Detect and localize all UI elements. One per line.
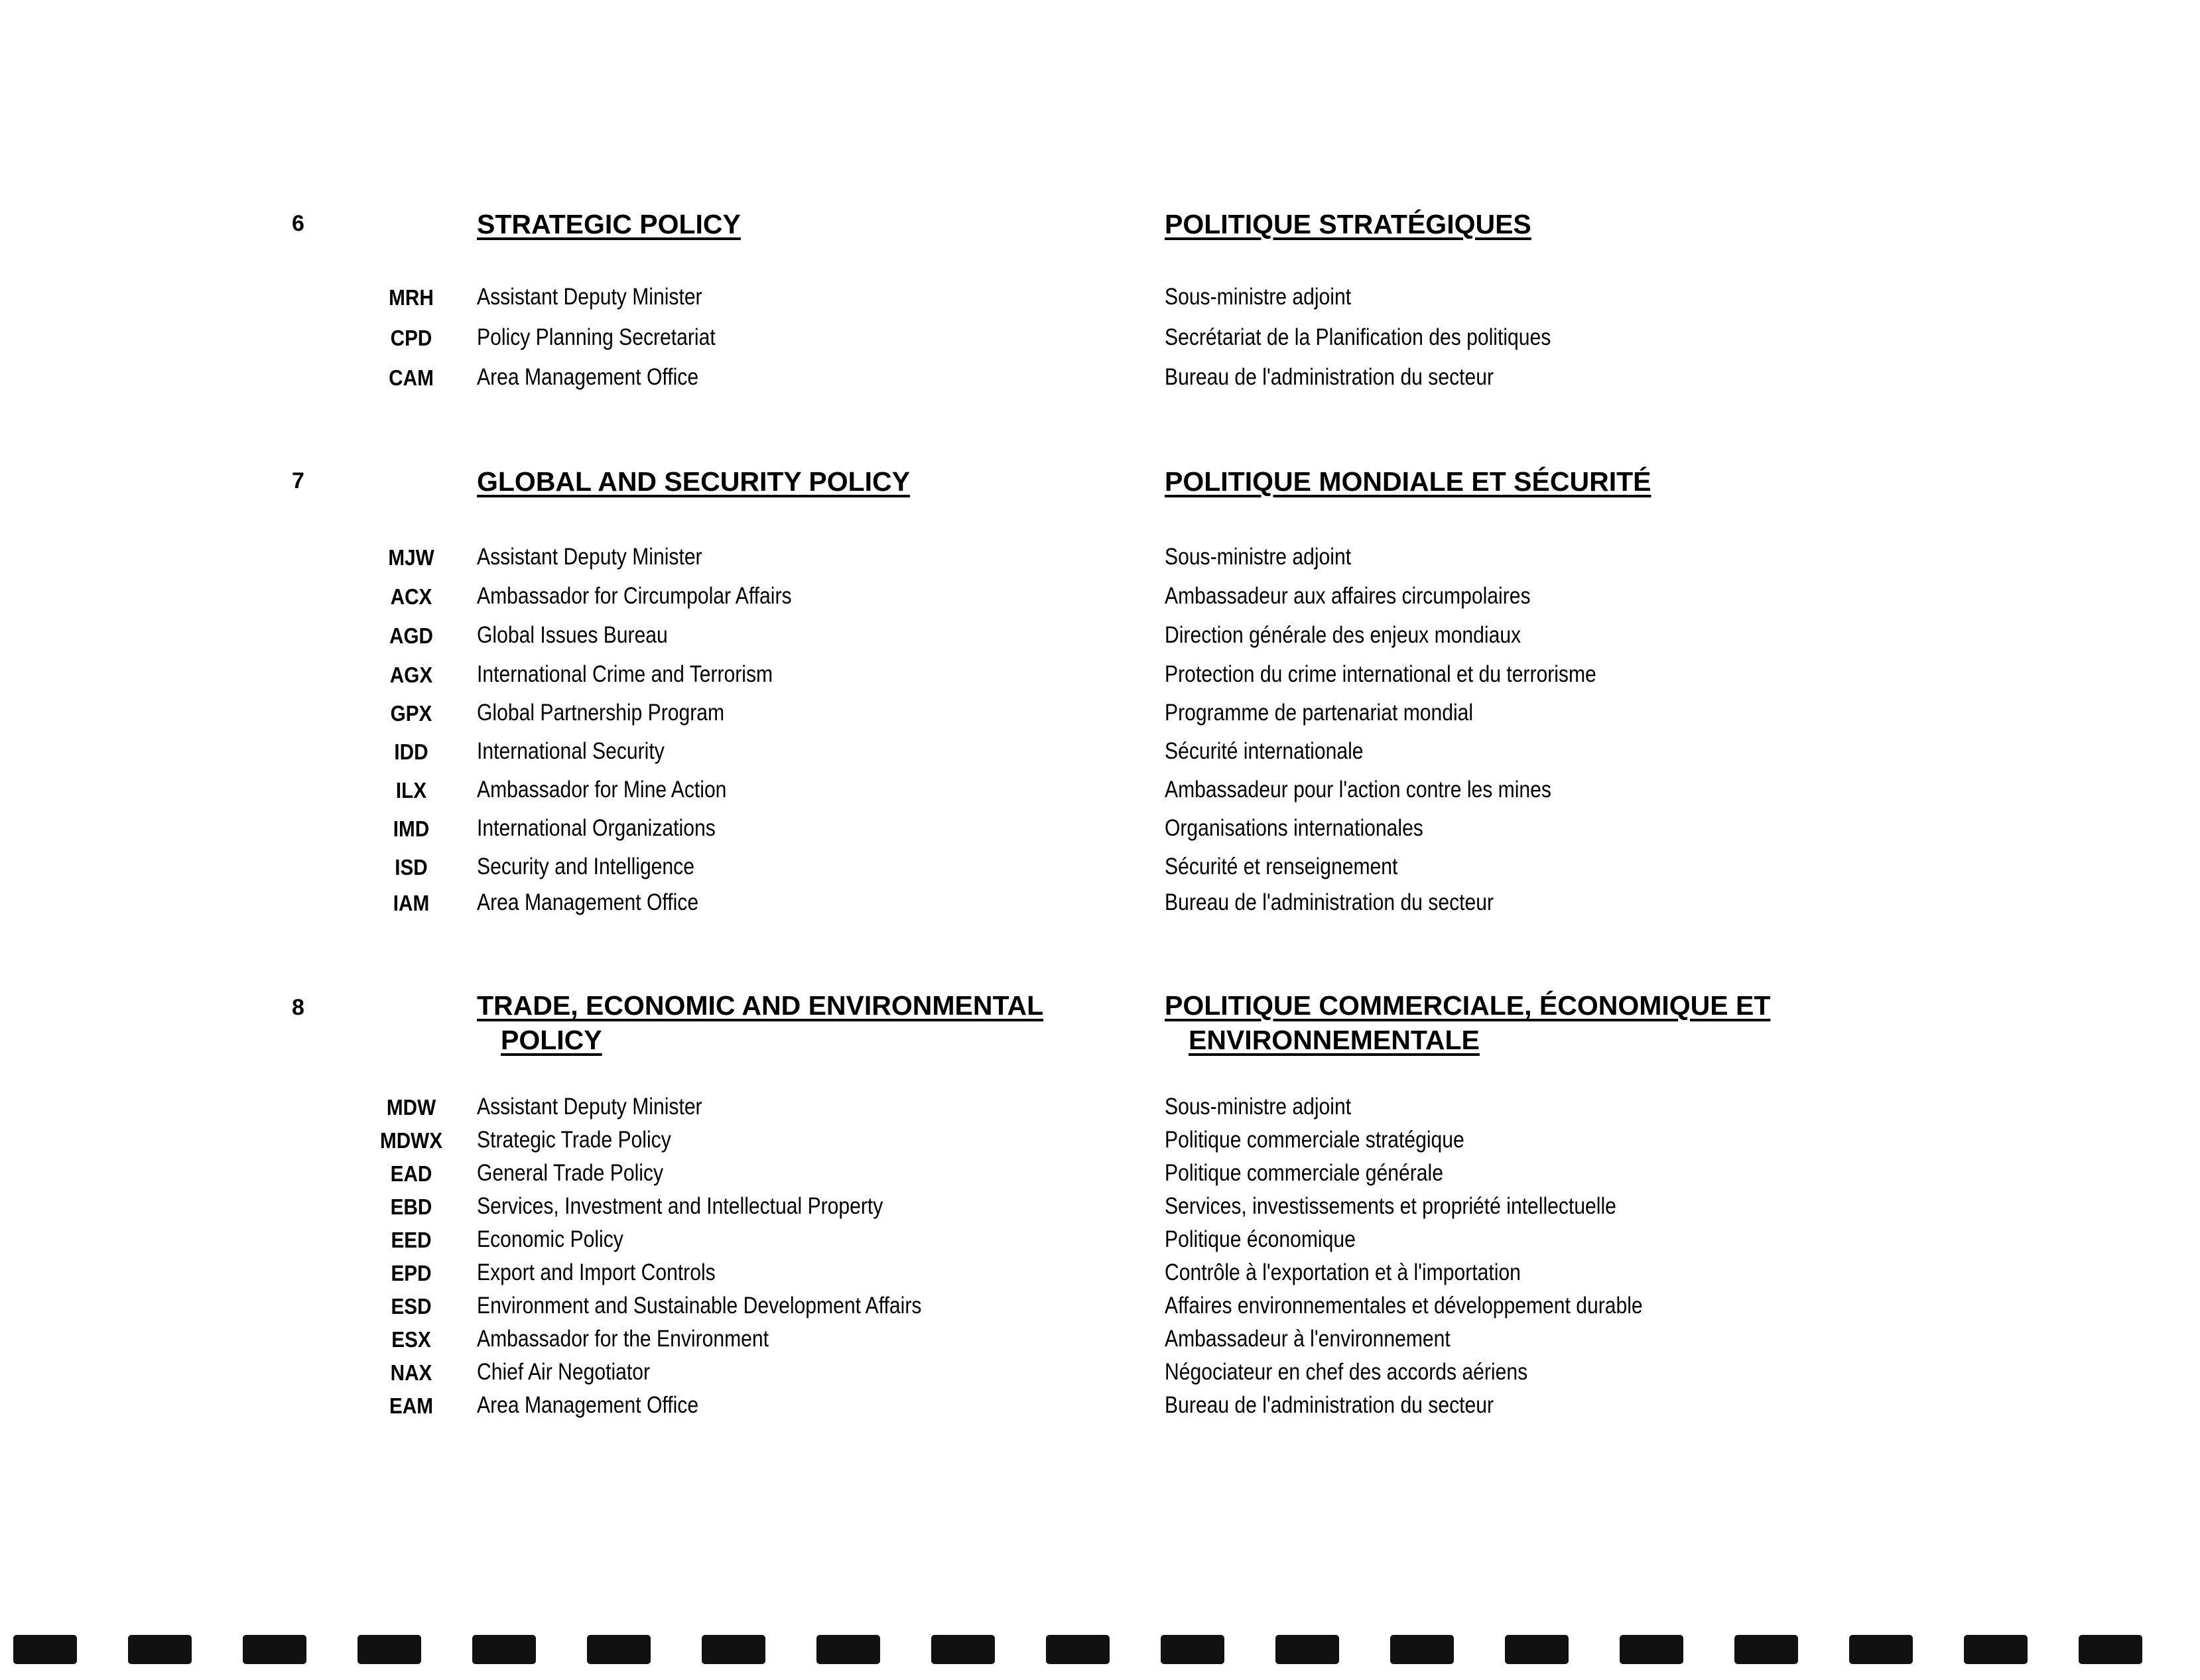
row-code: EED	[391, 1228, 432, 1252]
row-code: AGX	[389, 663, 433, 687]
row-label-en: Ambassador for Circumpolar Affairs	[477, 583, 792, 609]
row-code: EBD	[390, 1195, 432, 1219]
section-title-fr-line2: ENVIRONNEMENTALE	[1189, 1025, 1480, 1055]
row-label-en: General Trade Policy	[477, 1160, 664, 1186]
row-label-fr: Négociateur en chef des accords aériens	[1165, 1359, 1528, 1385]
row-label-fr: Sous-ministre adjoint	[1165, 1094, 1352, 1120]
footer-dash	[1046, 1635, 1110, 1664]
row-label-en: Chief Air Negotiator	[477, 1359, 650, 1385]
row-label-en: Ambassador for Mine Action	[477, 777, 727, 803]
footer-dash	[1620, 1635, 1683, 1664]
footer-dash	[1964, 1635, 2028, 1664]
section-title-fr-line1: POLITIQUE COMMERCIALE, ÉCONOMIQUE ET	[1165, 990, 1771, 1021]
row-label-en: Export and Import Controls	[477, 1260, 716, 1285]
row-label-fr: Bureau de l'administration du secteur	[1165, 889, 1494, 915]
footer-dash	[587, 1635, 651, 1664]
row-code: ACX	[390, 584, 432, 609]
row-label-fr: Ambassadeur aux affaires circumpolaires	[1165, 583, 1531, 609]
row-label-en: Environment and Sustainable Development Affairs	[477, 1293, 922, 1319]
row-label-en: International Security	[477, 738, 665, 764]
row-label-en: Ambassador for the Environment	[477, 1326, 769, 1352]
row-label-en: Area Management Office	[477, 364, 699, 390]
footer-dash	[1161, 1635, 1224, 1664]
footer-dash	[1849, 1635, 1913, 1664]
section-title-fr	[1165, 988, 1770, 1057]
row-label-en: Security and Intelligence	[477, 854, 694, 879]
section-title-en-line2: POLICY	[501, 1025, 602, 1055]
row-label-en: Area Management Office	[477, 889, 699, 915]
row-label-fr: Services, investissements et propriété intellectuelle	[1165, 1193, 1616, 1219]
section-title-en	[477, 988, 1043, 1057]
footer-dash	[702, 1635, 765, 1664]
row-label-en: Strategic Trade Policy	[477, 1127, 671, 1153]
row-code: CPD	[390, 326, 432, 350]
row-code: GPX	[390, 701, 432, 726]
section-number: 7	[292, 468, 304, 493]
row-label-en: Assistant Deputy Minister	[477, 544, 702, 570]
row-code: AGD	[389, 623, 434, 648]
row-label-en: Global Issues Bureau	[477, 622, 668, 648]
row-label-fr: Programme de partenariat mondial	[1165, 700, 1474, 726]
row-code: MRH	[389, 285, 434, 310]
footer-dash	[1275, 1635, 1339, 1664]
row-code: NAX	[390, 1360, 432, 1385]
dashed-footer-border	[0, 1635, 2200, 1675]
footer-dash	[243, 1635, 306, 1664]
section-title-fr: POLITIQUE STRATÉGIQUES	[1165, 209, 1531, 239]
row-label-en: International Crime and Terrorism	[477, 661, 773, 687]
row-label-fr: Organisations internationales	[1165, 815, 1423, 841]
row-label-fr: Politique économique	[1165, 1226, 1356, 1252]
row-code: MJW	[388, 545, 434, 570]
row-code: IDD	[394, 740, 428, 764]
row-label-en: Economic Policy	[477, 1226, 623, 1252]
footer-dash	[2079, 1635, 2142, 1664]
row-code: IAM	[393, 891, 430, 915]
row-code: IMD	[393, 816, 430, 841]
row-label-fr: Bureau de l'administration du secteur	[1165, 1392, 1494, 1418]
footer-dash	[1505, 1635, 1569, 1664]
section-title-en-line1: TRADE, ECONOMIC AND ENVIRONMENTAL	[477, 990, 1044, 1021]
row-label-en: International Organizations	[477, 815, 716, 841]
row-label-fr: Bureau de l'administration du secteur	[1165, 364, 1494, 390]
footer-dash	[931, 1635, 995, 1664]
row-label-en: Area Management Office	[477, 1392, 699, 1418]
footer-dash	[1390, 1635, 1454, 1664]
row-label-fr: Politique commerciale stratégique	[1165, 1127, 1464, 1153]
row-label-fr: Contrôle à l'exportation et à l'importation	[1165, 1260, 1521, 1285]
row-code: ESD	[391, 1294, 432, 1319]
row-label-fr: Politique commerciale générale	[1165, 1160, 1443, 1186]
row-label-fr: Ambassadeur à l'environnement	[1165, 1326, 1451, 1352]
row-label-fr: Sous-ministre adjoint	[1165, 284, 1352, 310]
section-number: 6	[292, 211, 304, 236]
row-label-fr: Secrétariat de la Planification des politiques	[1165, 324, 1551, 350]
row-code: MDWX	[379, 1128, 443, 1153]
row-label-en: Assistant Deputy Minister	[477, 1094, 702, 1120]
row-code: MDW	[386, 1095, 436, 1120]
row-label-fr: Affaires environnementales et développement durable	[1165, 1293, 1643, 1319]
footer-dash	[13, 1635, 77, 1664]
footer-dash	[816, 1635, 880, 1664]
row-code: ILX	[395, 778, 427, 803]
section-title-en: STRATEGIC POLICY	[477, 209, 741, 239]
row-code: ESX	[391, 1327, 431, 1352]
footer-dash	[472, 1635, 536, 1664]
row-label-fr: Ambassadeur pour l'action contre les mines	[1165, 777, 1551, 803]
row-code: EPD	[391, 1261, 432, 1285]
row-label-fr: Protection du crime international et du terrorisme	[1165, 661, 1596, 687]
row-label-fr: Direction générale des enjeux mondiaux	[1165, 622, 1521, 648]
row-label-en: Global Partnership Program	[477, 700, 725, 726]
row-code: EAM	[389, 1393, 434, 1418]
footer-dash	[128, 1635, 192, 1664]
footer-dash	[1734, 1635, 1798, 1664]
row-label-fr: Sous-ministre adjoint	[1165, 544, 1352, 570]
section-title-fr: POLITIQUE MONDIALE ET SÉCURITÉ	[1165, 466, 1651, 497]
section-number: 8	[292, 995, 304, 1020]
row-code: CAM	[389, 365, 434, 390]
row-code: ISD	[395, 855, 428, 879]
row-label-fr: Sécurité et renseignement	[1165, 854, 1398, 879]
row-label-en: Policy Planning Secretariat	[477, 324, 716, 350]
row-label-en: Services, Investment and Intellectual Property	[477, 1193, 883, 1219]
footer-dash	[357, 1635, 421, 1664]
section-title-en: GLOBAL AND SECURITY POLICY	[477, 466, 911, 497]
row-label-en: Assistant Deputy Minister	[477, 284, 702, 310]
row-label-fr: Sécurité internationale	[1165, 738, 1364, 764]
row-code: EAD	[390, 1161, 432, 1186]
